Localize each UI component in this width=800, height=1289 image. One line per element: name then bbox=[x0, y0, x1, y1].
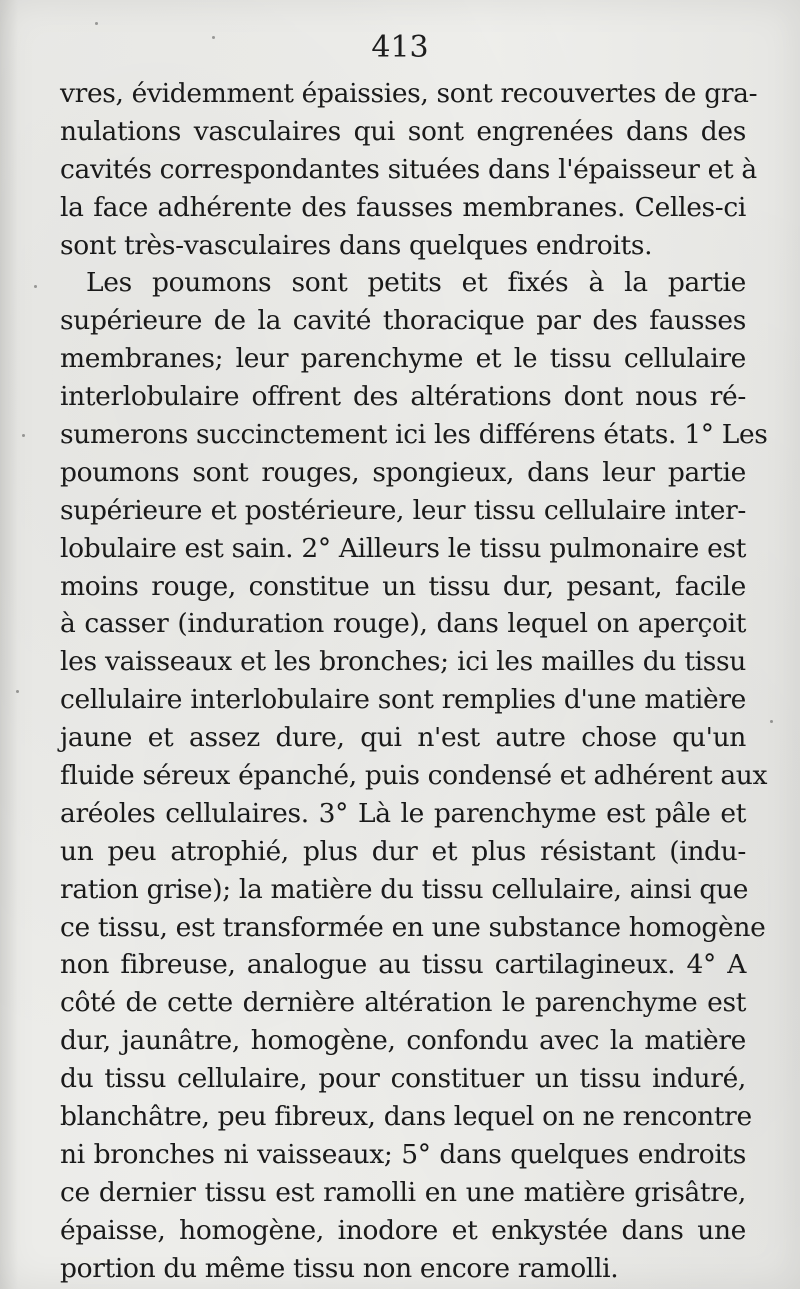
paper-speck bbox=[95, 22, 98, 25]
text-line: cellulaire interlobulaire sont remplies d'une matière bbox=[60, 684, 746, 716]
paper-speck bbox=[34, 285, 37, 288]
text-line: membranes; leur parenchyme et le tissu cellulaire bbox=[60, 343, 746, 375]
paper-speck bbox=[212, 36, 215, 39]
text-line: moins rouge, constitue un tissu dur, pesant, facile bbox=[60, 570, 746, 602]
text-line: supérieure de la cavité thoracique par des fausses bbox=[60, 305, 746, 337]
paper-speck bbox=[16, 690, 19, 693]
text-line: blanchâtre, peu fibreux, dans lequel on ne rencontre bbox=[60, 1101, 752, 1133]
text-line: portion du même tissu non encore ramolli. bbox=[60, 1252, 619, 1284]
paper-speck bbox=[22, 434, 25, 437]
text-line: poumons sont rouges, spongieux, dans leur partie bbox=[60, 456, 746, 488]
text-line: un peu atrophié, plus dur et plus résistant (indu- bbox=[60, 835, 746, 867]
text-line: ration grise); la matière du tissu cellulaire, ainsi que bbox=[60, 873, 749, 905]
body-text bbox=[60, 75, 768, 1288]
text-line: les vaisseaux et les bronches; ici les mailles du tissu bbox=[60, 646, 746, 678]
text-line: du tissu cellulaire, pour constituer un tissu induré, bbox=[60, 1063, 746, 1095]
text-line: sumerons succinctement ici les différens états. 1° Les bbox=[60, 419, 768, 451]
text-line: Les poumons sont petits et fixés à la partie bbox=[86, 267, 746, 299]
text-line: sont très-vasculaires dans quelques endroits. bbox=[60, 229, 653, 261]
text-line: cavités correspondantes situées dans l'épaisseur et à bbox=[60, 153, 757, 185]
page-number: 413 bbox=[371, 30, 429, 65]
text-line: ce tissu, est transformée en une substance homogène bbox=[60, 911, 766, 943]
text-line: épaisse, homogène, inodore et enkystée dans une bbox=[60, 1214, 746, 1246]
text-line: fluide séreux épanché, puis condensé et adhérent aux bbox=[60, 760, 768, 792]
text-line: ce dernier tissu est ramolli en une matière grisâtre, bbox=[60, 1176, 746, 1208]
text-line: la face adhérente des fausses membranes. Celles-ci bbox=[60, 191, 746, 223]
text-line: interlobulaire offrent des altérations dont nous ré- bbox=[60, 381, 746, 413]
text-line: côté de cette dernière altération le parenchyme est bbox=[60, 987, 746, 1019]
text-line: nulations vasculaires qui sont engrenées dans des bbox=[60, 115, 746, 147]
text-line: vres, évidemment épaissies, sont recouvertes de gra- bbox=[60, 78, 758, 109]
paper-speck bbox=[770, 720, 773, 723]
text-line: non fibreuse, analogue au tissu cartilagineux. 4° A bbox=[60, 949, 746, 981]
text-line: à casser (induration rouge), dans lequel on aperçoit bbox=[60, 608, 746, 640]
text-line: supérieure et postérieure, leur tissu cellulaire inter- bbox=[60, 494, 746, 526]
text-line: jaune et assez dure, qui n'est autre chose qu'un bbox=[60, 722, 746, 754]
text-line: lobulaire est sain. 2° Ailleurs le tissu pulmonaire est bbox=[60, 532, 746, 564]
text-line: dur, jaunâtre, homogène, confondu avec la matière bbox=[60, 1025, 746, 1057]
text-line: aréoles cellulaires. 3° Là le parenchyme est pâle et bbox=[60, 797, 746, 829]
text-line: ni bronches ni vaisseaux; 5° dans quelques endroits bbox=[60, 1138, 746, 1170]
